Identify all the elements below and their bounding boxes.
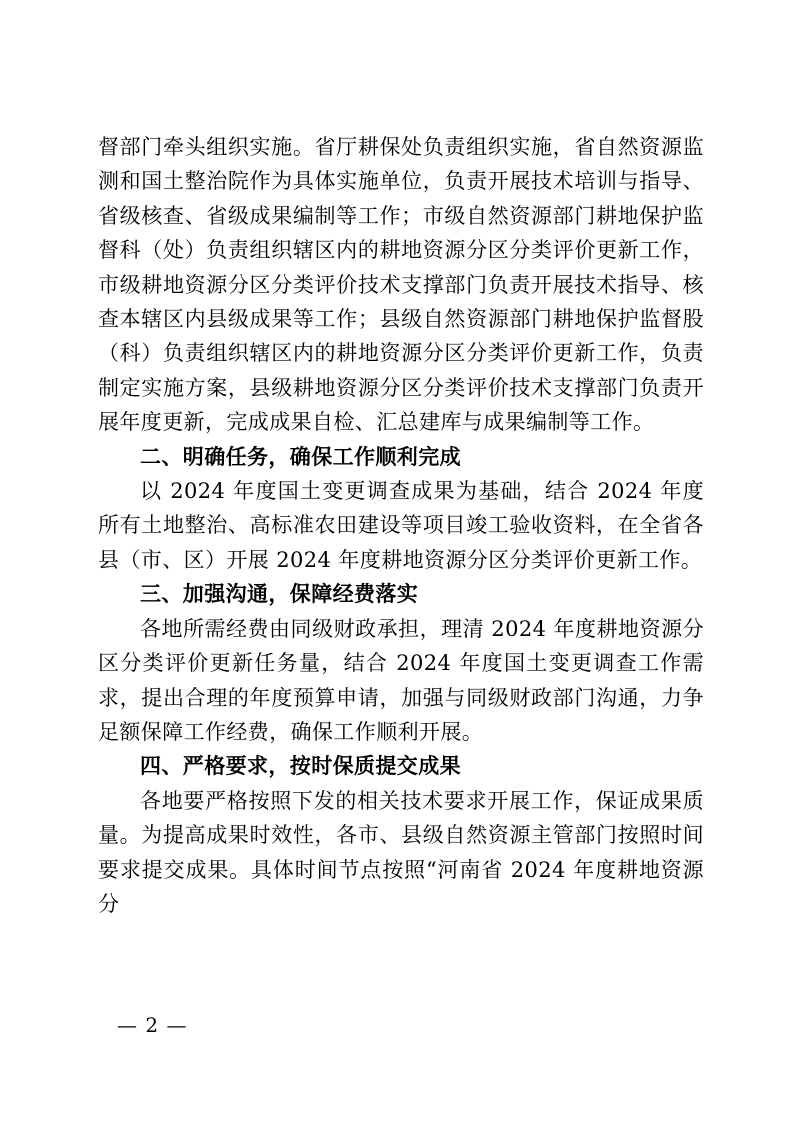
body-paragraph: 督部门牵头组织实施。省厅耕保处负责组织实施，省自然资源监测和国土整治院作为具体实施单位，负责开展技术培训与指导、省级核查、省级成果编制等工作；市级自然资源部门耕地保护监督科（处）负责组织辖区内的耕地资源分区分类评价更新工作，市级耕地资源分区分类评价技术支撑部门负责开展技术指导、核查本辖区内县级成果等工作；县级自然资源部门耕地保护监督股（科）负责组织辖区内的耕地资源分区分类评价更新工作，负责制定实施方案，县级耕地资源分区分类评价技术支撑部门负责开展年度更新，完成成果自检、汇总建库与成果编制等工作。	[98, 135, 704, 435]
section-heading: 二、明确任务，确保工作顺利完成	[140, 444, 461, 469]
section-heading: 四、严格要求，按时保质提交成果	[140, 754, 461, 779]
body-paragraph: 各地要严格按照下发的相关技术要求开展工作，保证成果质量。为提高成果时效性，各市、县级自然资源主管部门按照时间要求提交成果。具体时间节点按照“河南省 2024 年度耕地资源分	[98, 788, 704, 916]
body-paragraph: 以 2024 年度国土变更调查成果为基础，结合 2024 年度所有土地整治、高标准农田建设等项目竣工验收资料，在全省各县（市、区）开展 2024 年度耕地资源分区分类评价更新工作。	[98, 479, 704, 572]
body-paragraph: 各地所需经费由同级财政承担，理清 2024 年度耕地资源分区分类评价更新任务量，结合 2024 年度国土变更调查工作需求，提出合理的年度预算申请，加强与同级财政部门沟通，力争足额保障工作经费，确保工作顺利开展。	[98, 616, 704, 744]
page-number: — 2 —	[117, 1013, 188, 1037]
section-heading: 三、加强沟通，保障经费落实	[140, 582, 419, 607]
document-body	[98, 130, 704, 921]
